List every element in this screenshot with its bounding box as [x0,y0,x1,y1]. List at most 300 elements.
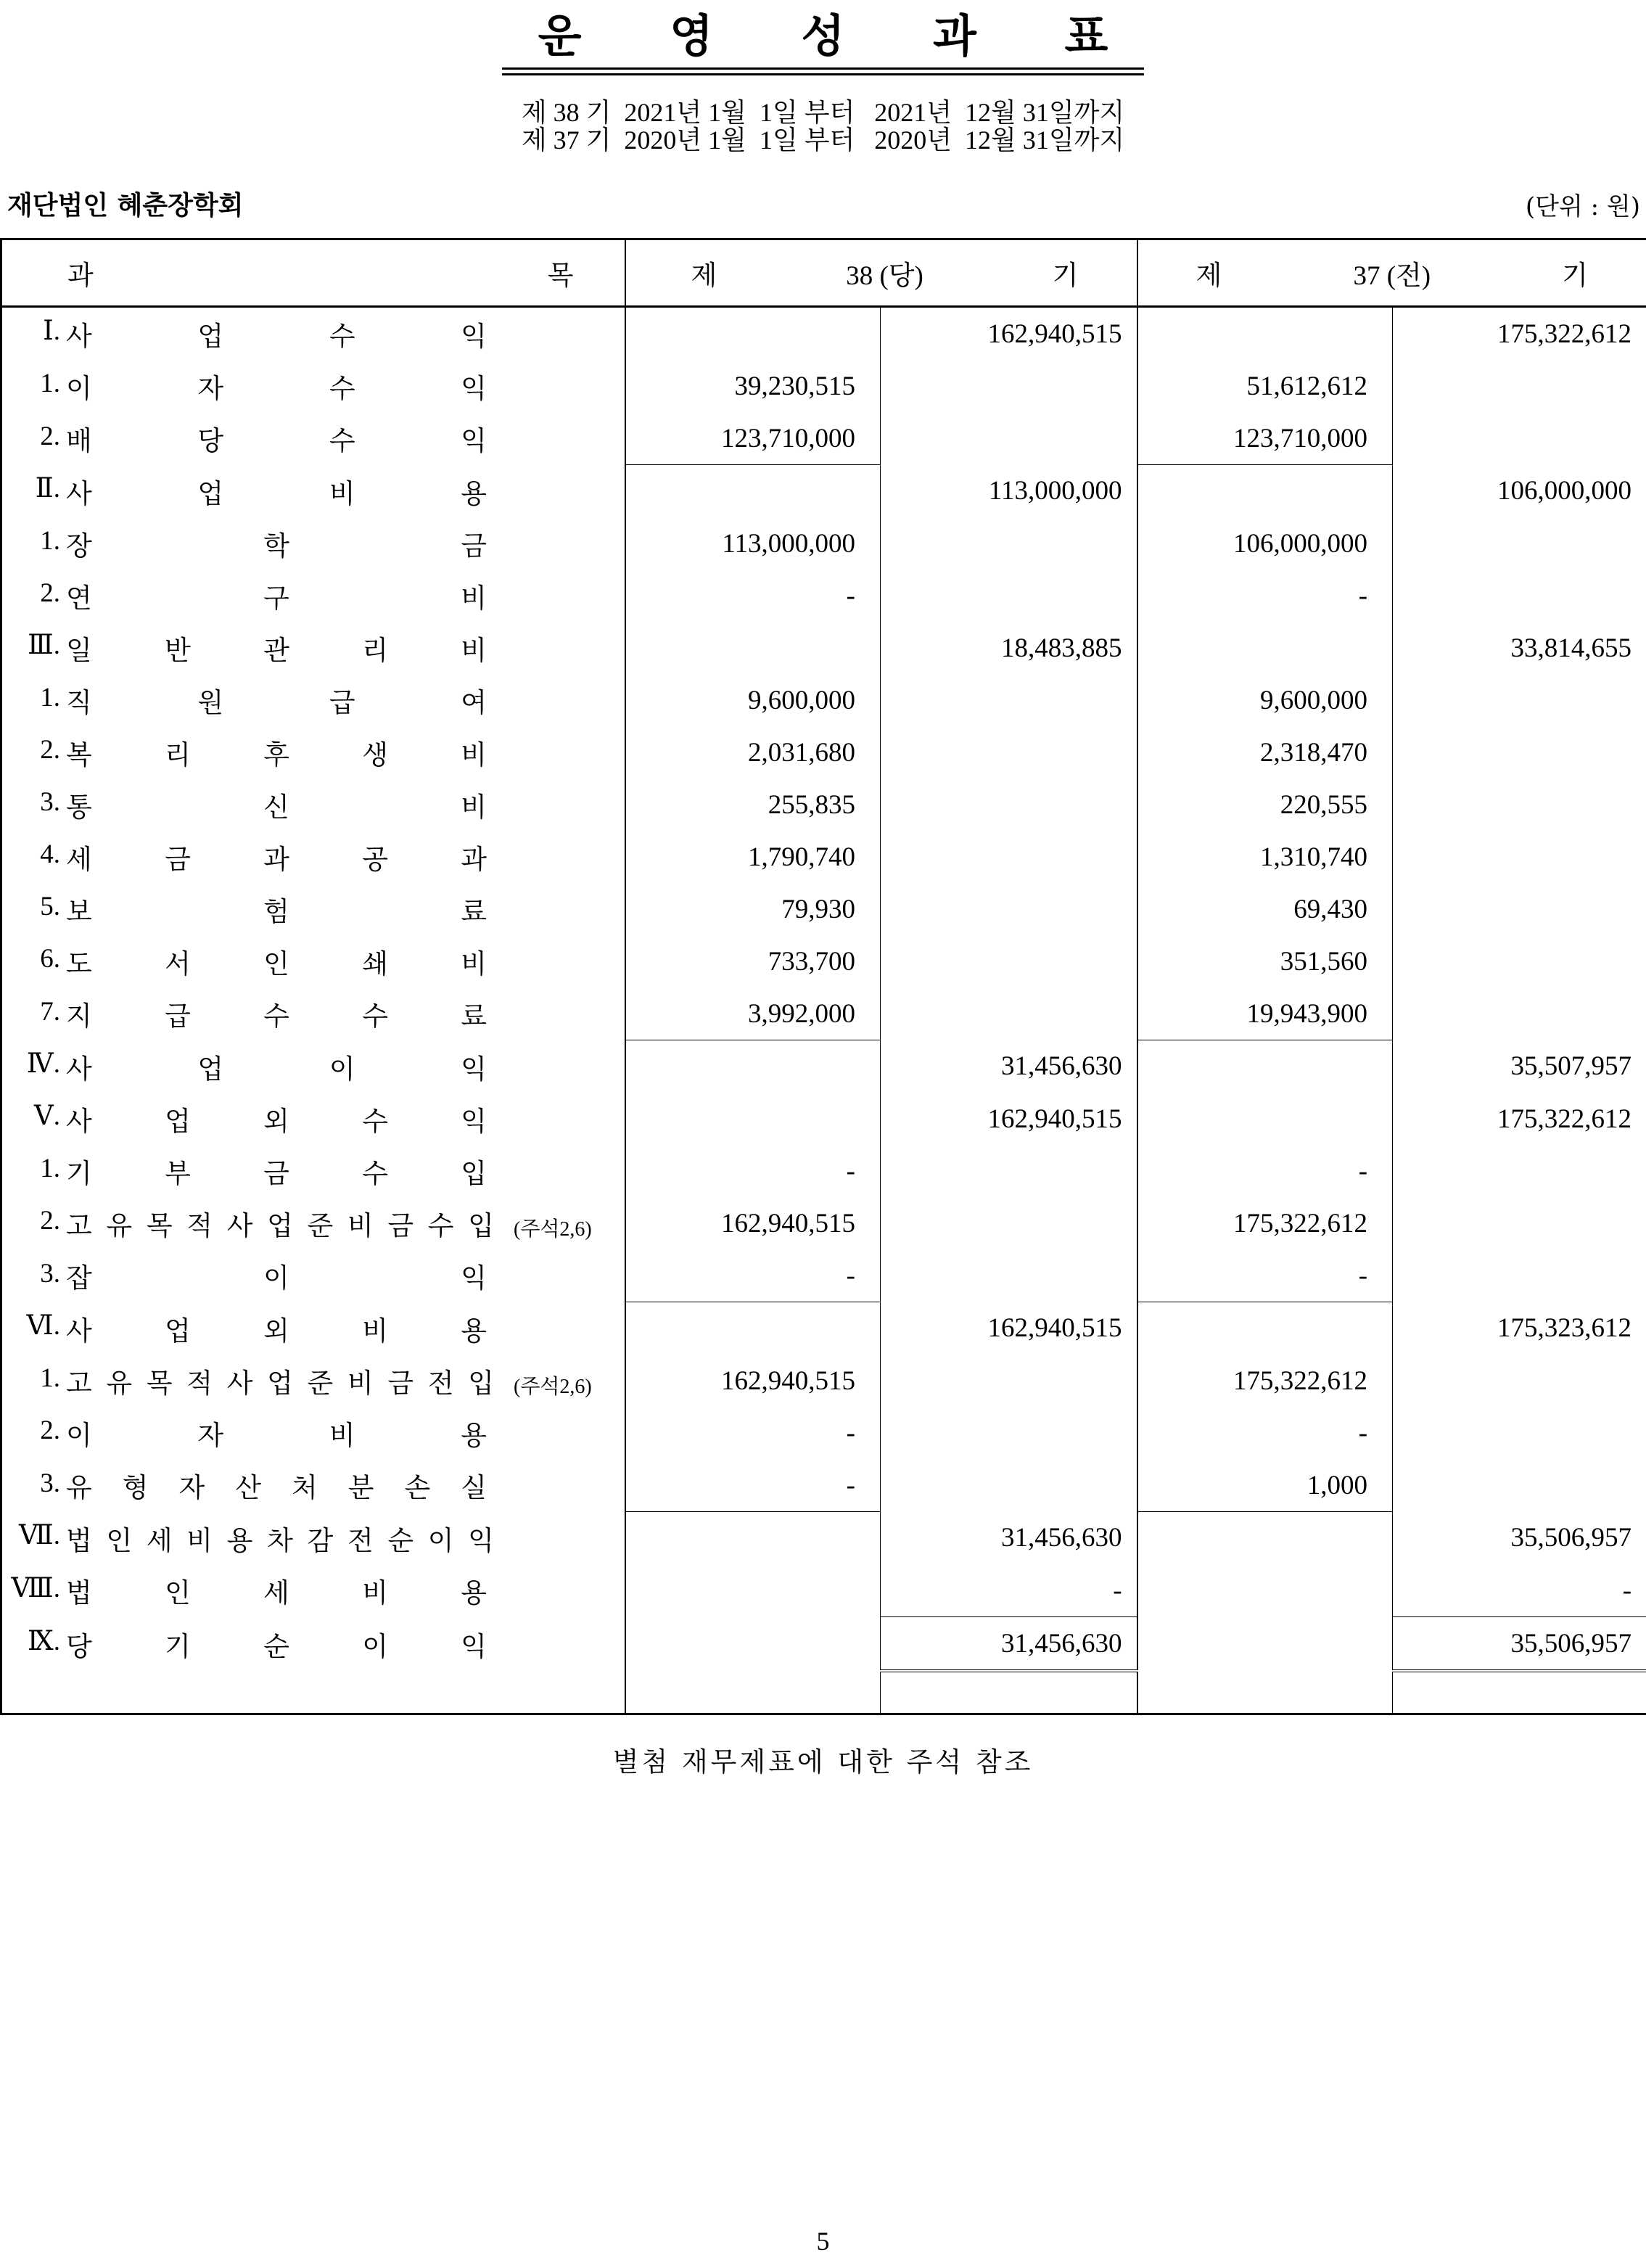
current-total-amount [881,1197,1137,1249]
previous-total-amount [1393,1197,1646,1249]
previous-total-amount [1393,883,1646,935]
row-title [66,419,487,458]
row-title-char: 리 [165,741,191,771]
current-total-amount [881,883,1137,935]
current-detail-amount [625,1040,881,1093]
current-detail-amount: 162,940,515 [625,1197,881,1249]
table-row [1,1093,1646,1145]
row-item [1,622,625,674]
current-detail-amount: 3,992,000 [625,987,881,1040]
row-item [1,1302,625,1355]
footer-note: 별첨 재무제표에 대한 주석 참조 [612,1746,1034,1778]
row-title-char: 실 [461,1474,487,1504]
row-title [66,1099,487,1138]
row-title-char: 금 [165,845,191,875]
row-title-char: 쇄 [362,950,388,979]
row-title-char: 비 [461,950,487,979]
row-title [66,837,487,876]
row-title-char: 고 [66,1369,92,1399]
header-prev-b: 37 (전) [1353,261,1431,291]
row-item [1,517,625,570]
row-title-char: 적 [186,1369,213,1399]
row-title [66,1519,494,1558]
row-title-char: 업 [267,1369,293,1399]
row-title-char: 잡 [66,1264,92,1294]
row-title-char: 비 [186,1526,213,1556]
row-title [66,1413,487,1453]
table-row [1,1197,1646,1249]
row-number: Ⅴ. [34,1101,60,1132]
row-title [66,1309,487,1348]
current-total-amount: 162,940,515 [881,1093,1137,1145]
row-title-char: 비 [461,793,487,823]
current-detail-amount: 79,930 [625,883,881,935]
current-total-amount [881,1355,1137,1407]
current-total-amount [881,987,1137,1040]
row-item [1,1512,625,1565]
row-title-char: 비 [362,1579,388,1609]
row-title-char: 목 [146,1369,173,1399]
current-total-amount [881,1407,1137,1459]
row-number: 4. [40,839,60,870]
row-title [66,576,487,615]
row-title-char: 익 [461,1054,487,1085]
row-number: Ⅳ. [26,1049,60,1080]
row-number: 2. [40,735,60,765]
previous-total-amount [1393,1145,1646,1197]
row-title-char: 과 [263,845,289,875]
row-note: (주석2,6) [514,1376,592,1398]
row-title [66,628,487,667]
row-number: 3. [40,787,60,818]
current-total-amount [881,360,1137,412]
previous-total-amount: 175,323,612 [1393,1302,1646,1355]
row-item [1,935,625,987]
row-title-char: 외 [263,1107,289,1137]
current-detail-amount [625,1093,881,1145]
current-detail-amount: - [625,1249,881,1302]
table-end-cell [881,1671,1137,1714]
previous-total-amount: 35,506,957 [1393,1617,1646,1672]
row-title-char: 차 [267,1526,293,1556]
previous-detail-amount [1137,307,1393,361]
current-total-amount: 113,000,000 [881,465,1137,518]
page-number: 5 [816,2227,830,2256]
table-row [1,1249,1646,1302]
header-item [1,239,625,307]
row-title-char: 입 [468,1212,494,1241]
row-title-char: 이 [427,1526,454,1556]
row-title-char: 용 [461,1579,487,1609]
row-title-char: 인 [263,950,289,979]
table-body [1,307,1646,1714]
row-number: 1. [40,683,60,713]
row-title-char: 생 [362,741,388,771]
row-title-char: 익 [461,1264,487,1294]
row-title-char: 보 [66,897,92,927]
row-title-char: 사 [66,1107,92,1137]
row-title-char: 업 [197,1054,224,1085]
table-row [1,360,1646,412]
row-title [66,1466,487,1505]
previous-detail-amount [1137,1040,1393,1093]
previous-total-amount: - [1393,1564,1646,1617]
previous-total-amount [1393,987,1646,1040]
row-number: Ⅶ. [19,1521,60,1551]
row-number: 3. [40,1258,60,1289]
row-title [66,889,487,929]
row-title-char: 법 [66,1526,92,1556]
table-row [1,1564,1646,1617]
table-row [1,570,1646,622]
row-item [1,570,625,622]
row-title-char: 용 [461,1421,487,1451]
row-title-char: 일 [66,636,92,666]
row-title [66,785,487,824]
table-end-cell [1,1671,625,1714]
table-row [1,987,1646,1040]
page-title: 운 영 성 과 표 [502,0,1145,70]
current-total-amount [881,831,1137,883]
row-item [1,778,625,831]
previous-detail-amount: 351,560 [1137,935,1393,987]
previous-detail-amount: 1,000 [1137,1459,1393,1512]
row-note: (주석2,6) [514,1218,592,1241]
row-title-char: 입 [468,1369,494,1399]
row-title-char: 자 [178,1474,205,1504]
row-title-char: 원 [197,689,224,718]
row-title-char: 익 [461,427,487,457]
row-number: Ⅷ. [11,1573,60,1603]
row-number: 7. [40,996,60,1027]
previous-total-amount [1393,360,1646,412]
previous-total-amount [1393,935,1646,987]
row-title-char: 신 [263,793,289,823]
current-detail-amount: - [625,1459,881,1512]
table-row [1,1355,1646,1407]
row-title-char: 서 [165,950,191,979]
current-detail-amount [625,1564,881,1617]
row-title-char: 비 [329,479,355,509]
row-number: 2. [40,1206,60,1236]
row-title-char: 순 [263,1632,289,1662]
row-title-char: 수 [329,427,355,457]
row-title-char: 목 [146,1212,173,1241]
row-number: 1. [40,1363,60,1394]
row-title-char: 장 [66,532,92,562]
row-title-char: 당 [197,427,224,457]
row-number: 1. [40,526,60,556]
row-title-char: 자 [197,374,224,404]
row-item [1,1040,625,1093]
row-item [1,1617,625,1672]
table-row [1,412,1646,465]
current-total-amount [881,674,1137,726]
row-title-char: 비 [461,584,487,614]
row-item [1,1249,625,1302]
row-title-char: 감 [307,1526,334,1556]
previous-total-amount: 35,506,957 [1393,1512,1646,1565]
row-title-char: 업 [165,1107,191,1137]
header-current-period [625,239,1137,307]
row-title-char: 비 [347,1212,374,1241]
previous-detail-amount [1137,1093,1393,1145]
table-row [1,1617,1646,1672]
table-row [1,1040,1646,1093]
current-detail-amount: 2,031,680 [625,726,881,778]
row-item [1,360,625,412]
row-title-char: 이 [362,1632,388,1662]
row-title-char: 전 [347,1526,374,1556]
row-title-char: 구 [263,584,289,614]
row-title-char: 기 [66,1159,92,1189]
title-wrap [0,0,1646,70]
previous-detail-amount [1137,622,1393,674]
previous-detail-amount: 175,322,612 [1137,1197,1393,1249]
row-title-char: 용 [461,1316,487,1347]
row-number: 5. [40,892,60,922]
row-title-char: 사 [66,479,92,509]
row-title-char: 금 [263,1159,289,1189]
table-end-row [1,1671,1646,1714]
table-row [1,307,1646,361]
row-title [66,994,487,1033]
row-title-char: 산 [235,1474,261,1504]
row-item [1,1459,625,1512]
row-title-char: 세 [263,1579,289,1609]
current-detail-amount [625,1512,881,1565]
row-title [66,942,487,981]
row-title-char: 리 [362,636,388,666]
previous-detail-amount: 69,430 [1137,883,1393,935]
previous-total-amount [1393,674,1646,726]
row-title [66,472,487,511]
row-item [1,987,625,1040]
row-title-char: 세 [66,845,92,875]
row-title-char: 용 [461,479,487,509]
table-end-cell [1137,1671,1393,1714]
row-number: 1. [40,369,60,399]
row-title-char: 외 [263,1316,289,1347]
row-title-char: 사 [66,322,92,352]
table-row [1,622,1646,674]
row-title-char: 유 [106,1369,133,1399]
period-line-previous: 제 37 기 2020년 1월 1일 부터 2020년 12월 31일까지 [521,126,1125,155]
previous-detail-amount: 123,710,000 [1137,412,1393,465]
table-row [1,1512,1646,1565]
previous-detail-amount: - [1137,1145,1393,1197]
table-row [1,726,1646,778]
row-title-char: 익 [461,1632,487,1662]
row-title-char: 수 [362,1159,388,1189]
current-detail-amount [625,1617,881,1672]
row-item [1,412,625,465]
row-title [66,314,487,353]
row-title-char: 자 [197,1421,224,1451]
statement-table [0,238,1646,1715]
current-total-amount: 31,456,630 [881,1512,1137,1565]
current-detail-amount [625,622,881,674]
current-total-amount: 31,456,630 [881,1617,1137,1672]
previous-detail-amount: - [1137,570,1393,622]
previous-detail-amount: 1,310,740 [1137,831,1393,883]
current-total-amount: 18,483,885 [881,622,1137,674]
previous-detail-amount: 19,943,900 [1137,987,1393,1040]
row-number: 2. [40,1416,60,1446]
row-number: Ⅵ. [26,1311,60,1342]
current-total-amount: 31,456,630 [881,1040,1137,1093]
row-title-char: 수 [263,1002,289,1032]
previous-total-amount: 33,814,655 [1393,622,1646,674]
row-title-char: 지 [66,1002,92,1032]
row-item [1,674,625,726]
row-title-char: 이 [329,1054,355,1085]
row-item [1,883,625,935]
row-item [1,1355,625,1407]
row-title [66,733,487,772]
row-title-char: 이 [263,1264,289,1294]
table-row [1,517,1646,570]
row-title-char: 적 [186,1212,213,1241]
current-detail-amount: - [625,570,881,622]
row-title-char: 순 [387,1526,414,1556]
row-title-char: 급 [329,689,355,718]
row-title-char: 반 [165,636,191,666]
row-title-char: 이 [66,1421,92,1451]
current-total-amount: 162,940,515 [881,307,1137,361]
row-title-char: 수 [329,374,355,404]
row-title [66,1047,487,1086]
row-title-char: 이 [66,374,92,404]
row-title-char: 부 [165,1159,191,1189]
table-row [1,831,1646,883]
row-title-char: 금 [461,532,487,562]
row-title-char: 사 [66,1054,92,1085]
table-row [1,1407,1646,1459]
row-title-char: 공 [362,845,388,875]
previous-detail-amount: 220,555 [1137,778,1393,831]
table-end-cell [1393,1671,1646,1714]
row-number: Ⅸ. [28,1627,60,1657]
row-item [1,307,625,361]
row-title-char: 학 [263,532,289,562]
row-number: 1. [40,1154,60,1184]
previous-detail-amount [1137,1512,1393,1565]
row-number: 6. [40,944,60,974]
previous-detail-amount: 2,318,470 [1137,726,1393,778]
current-detail-amount: 733,700 [625,935,881,987]
row-title-char: 도 [66,950,92,979]
period-line-current: 제 38 기 2021년 1월 1일 부터 2021년 12월 31일까지 [521,98,1125,127]
row-title-char: 인 [165,1579,191,1609]
table-row [1,465,1646,518]
row-title-char: 료 [461,1002,487,1032]
row-number: 3. [40,1468,60,1498]
current-detail-amount [625,1302,881,1355]
row-title-char: 업 [267,1212,293,1241]
table-header-row [1,239,1646,307]
row-title-char: 비 [347,1369,374,1399]
row-title-char: 업 [197,322,224,352]
previous-detail-amount: 51,612,612 [1137,360,1393,412]
row-title-char: 손 [404,1474,431,1504]
header-previous-period [1137,239,1646,307]
table-row [1,935,1646,987]
row-title-char: 고 [66,1212,92,1241]
current-total-amount [881,1459,1137,1512]
row-item [1,831,625,883]
current-detail-amount: 9,600,000 [625,674,881,726]
previous-total-amount: 175,322,612 [1393,1093,1646,1145]
current-detail-amount: 123,710,000 [625,412,881,465]
row-title-char: 준 [307,1369,334,1399]
previous-total-amount: 175,322,612 [1393,307,1646,361]
row-title-char: 분 [347,1474,374,1504]
current-total-amount [881,1145,1137,1197]
row-title-char: 료 [461,897,487,927]
row-title-char: 준 [307,1212,334,1241]
row-title-char: 기 [165,1632,191,1662]
previous-total-amount [1393,412,1646,465]
row-title-char: 복 [66,741,92,771]
previous-total-amount [1393,1459,1646,1512]
unit-label: (단위 : 원) [1525,192,1640,221]
row-title-char: 전 [427,1369,454,1399]
row-title [66,681,487,720]
row-title-char: 법 [66,1579,92,1609]
organization-name: 재단법인 혜춘장학회 [7,190,244,221]
row-title-char: 익 [461,1107,487,1137]
table-end-cell [625,1671,881,1714]
current-total-amount: 162,940,515 [881,1302,1137,1355]
row-title [66,1361,494,1400]
current-total-amount [881,778,1137,831]
row-title-char: 비 [461,741,487,771]
previous-total-amount [1393,831,1646,883]
row-item [1,1407,625,1459]
row-title-char: 비 [461,636,487,666]
current-total-amount [881,412,1137,465]
previous-total-amount [1393,517,1646,570]
current-total-amount [881,1249,1137,1302]
row-item [1,1093,625,1145]
table-row [1,883,1646,935]
row-title-char: 금 [387,1369,414,1399]
row-title [66,1151,487,1191]
row-title-char: 형 [122,1474,149,1504]
row-title-char: 수 [362,1107,388,1137]
row-title-char: 험 [263,897,289,927]
header-cur-a: 제 [691,261,717,291]
row-title-char: 익 [461,322,487,352]
table-row [1,1459,1646,1512]
row-title-char: 비 [362,1316,388,1347]
current-detail-amount: 1,790,740 [625,831,881,883]
row-title-char: 용 [226,1526,253,1556]
previous-total-amount [1393,1355,1646,1407]
row-title-char: 세 [146,1526,173,1556]
previous-detail-amount [1137,1302,1393,1355]
row-number: Ⅰ. [43,316,60,347]
row-title [66,524,487,563]
previous-total-amount [1393,778,1646,831]
row-title-char: 과 [461,845,487,875]
current-total-amount [881,517,1137,570]
current-detail-amount [625,465,881,518]
previous-detail-amount [1137,1564,1393,1617]
row-title-char: 사 [226,1212,253,1241]
current-detail-amount: 39,230,515 [625,360,881,412]
